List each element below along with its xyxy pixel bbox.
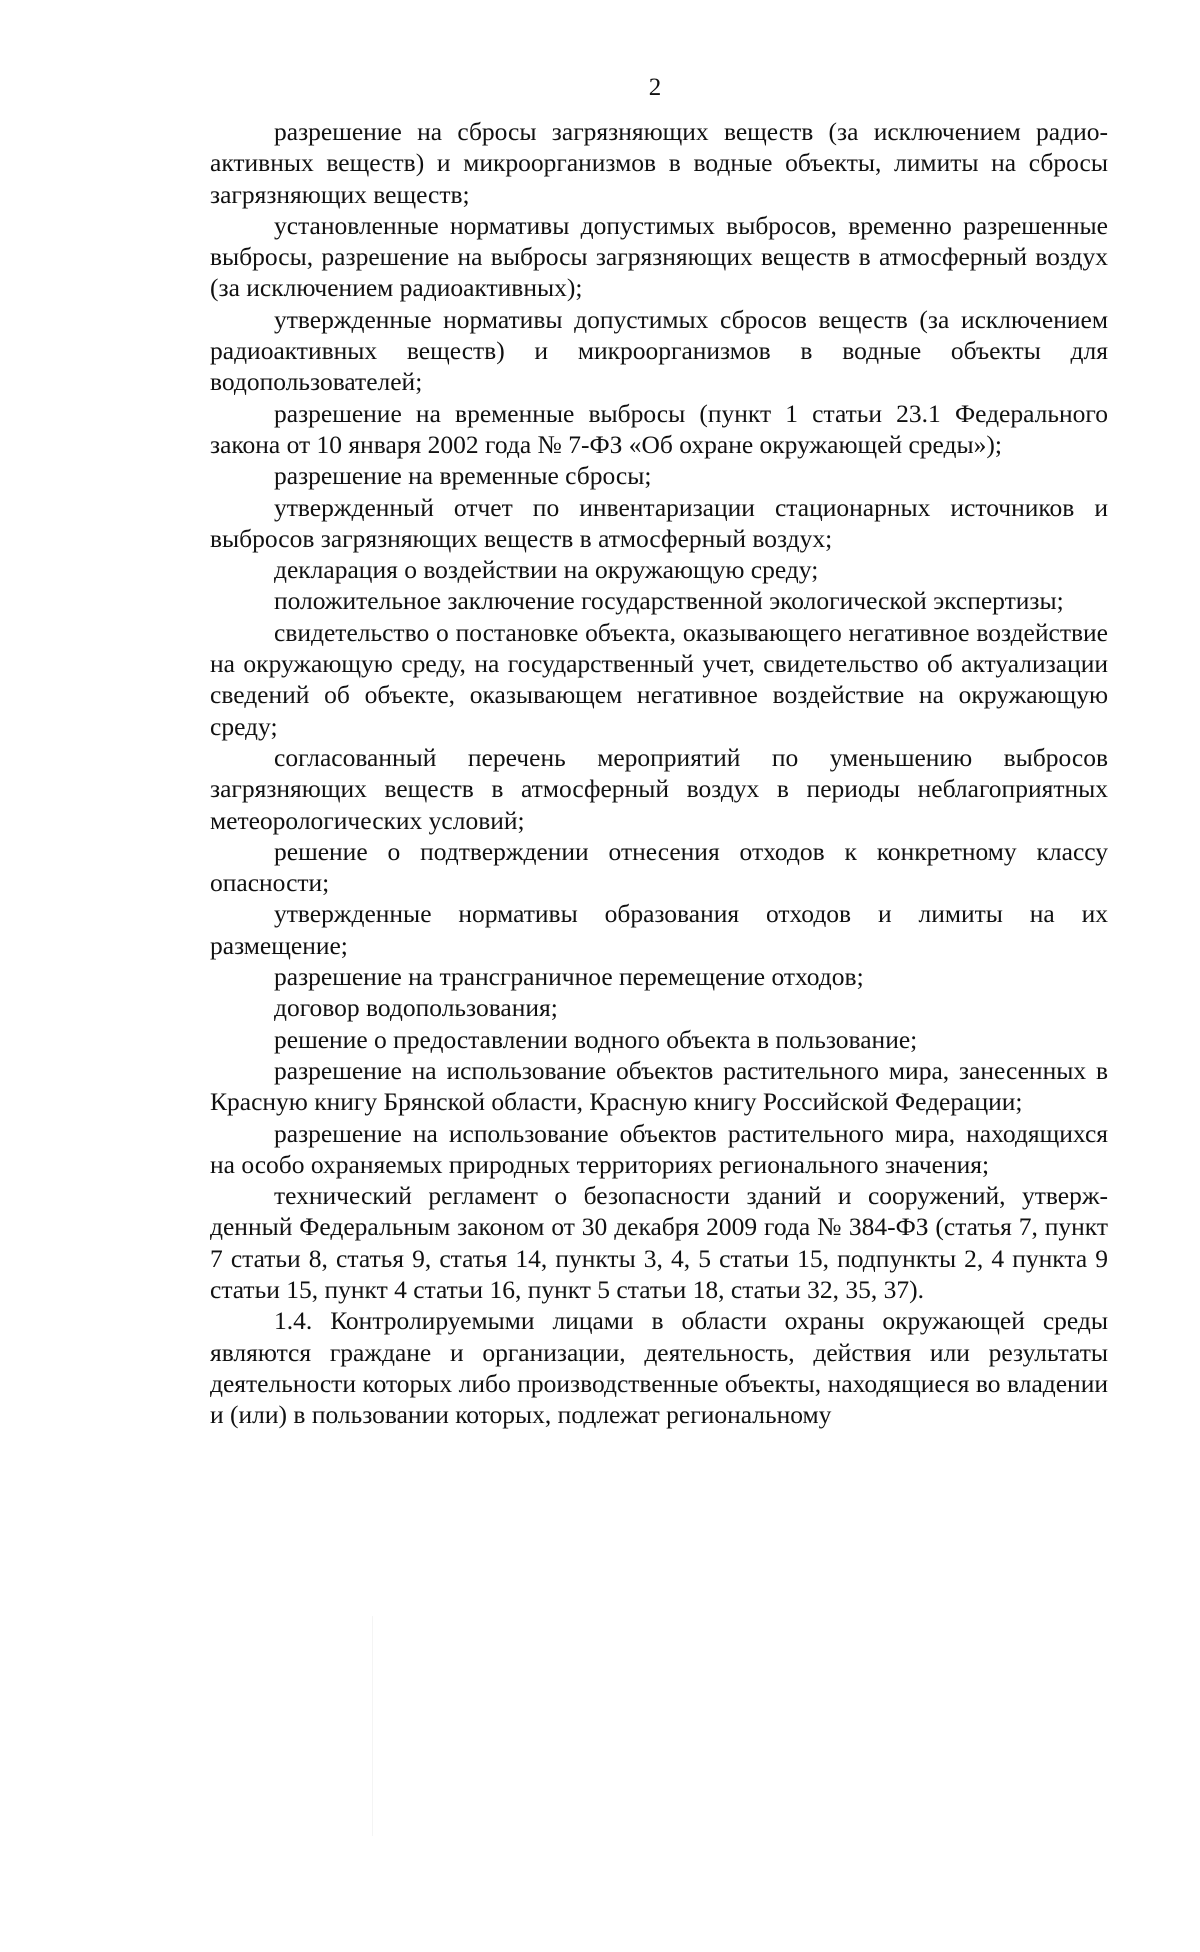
paragraph: разрешение на временные выбросы (пункт 1 статьи 23.1 Федерального закона от 10 января 2002 года № 7-ФЗ «Об охране окружающей среды»); (210, 398, 1108, 459)
paragraph: разрешение на временные сбросы; (274, 461, 652, 491)
paragraph: декларация о воздействии на окружающую среду; (274, 555, 819, 585)
paragraph: решение о предоставлении водного объекта в пользование; (274, 1024, 918, 1054)
paragraph: 1.4. Контролируемыми лицами в области охраны окружающей среды являются граждане и организации, деятельность, действия или результаты деятельности которых либо производственные объекты, находящиеся во владении и (или) в пользовании которых, подлежат региональному (210, 1306, 1108, 1430)
paragraph: свидетельство о постановке объекта, оказывающего негативное воздействие на окружающую среду, на государственный учет, свидетельство об актуализации сведений об объекте, оказывающем негативное воздействие на окружающую среду; (210, 617, 1108, 741)
paragraph: договор водопользования; (274, 993, 558, 1023)
paragraph: утвержденные нормативы допустимых сбросов веществ (за исключением радиоактивных веществ) и микроорганизмов в водные объекты для водопользователей; (210, 304, 1108, 397)
paragraph: технический регламент о безопасности зданий и сооружений, утвержденный Федеральным законом от 30 декабря 2009 года № 384-ФЗ (статья 7, пункт 7 статьи 8, статья 9, статья 14, пункты 3, 4, 5 статьи 15, подпункты 2, 4 пункта 9 статьи 15, пункт 4 статьи 16, пункт 5 статьи 18, статьи 32, 35, 37). (210, 1181, 1108, 1304)
paragraph: решение о подтверждении отнесения отходов к конкретному классу опасности; (210, 836, 1108, 898)
paragraph: разрешение на использование объектов растительного мира, занесенных в Красную книгу Брянской области, Красную книгу Российской Федерации; (210, 1055, 1108, 1117)
paragraph: установленные нормативы допустимых выбросов, временно разрешенные выбросы, разрешение на выбросы загрязняющих веществ в атмосферный воздух (за исключением радиоактивных); (210, 210, 1108, 303)
paragraph: положительное заключение государственной экологической экспертизы; (274, 586, 1064, 616)
paragraph: согласованный перечень мероприятий по уменьшению выбросов загрязняющих веществ в атмосферный воздух в периоды неблагоприятных метеорологических условий; (210, 742, 1108, 835)
paragraph: разрешение на использование объектов растительного мира, находящихся на особо охраняемых природных территориях регионального значения; (210, 1118, 1108, 1179)
scan-artifact (372, 1616, 373, 1836)
paragraph: утвержденные нормативы образования отходов и лимиты на их размещение; (210, 899, 1108, 960)
page-number: 2 (648, 74, 662, 101)
document-body (210, 116, 1108, 1430)
paragraph: утвержденный отчет по инвентаризации стационарных источников и выбросов загрязняющих веществ в атмосферный воздух; (210, 492, 1108, 553)
paragraph: разрешение на трансграничное перемещение отходов; (274, 962, 864, 992)
paragraph: разрешение на сбросы загрязняющих веществ (за исключением радиоактивных веществ) и микроорганизмов в водные объекты, лимиты на сбросы загрязняющих веществ; (210, 117, 1108, 209)
